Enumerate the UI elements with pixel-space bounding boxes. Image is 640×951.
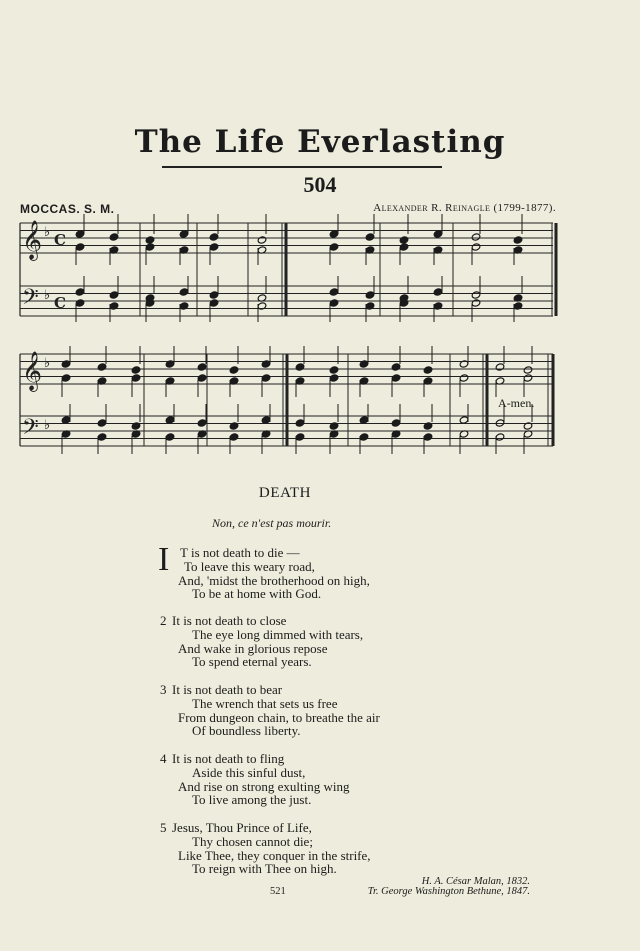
- treble-clef: 𝄞: [22, 351, 43, 391]
- stanza-number: 5: [160, 820, 167, 835]
- section-title: The Life Everlasting: [134, 124, 506, 160]
- note-head: [391, 374, 401, 382]
- key-flat: ♭: [44, 418, 51, 433]
- stanza-line: And wake in glorious repose: [178, 640, 328, 656]
- note-head: [471, 291, 481, 299]
- key-flat: ♭: [44, 356, 51, 371]
- note-head: [329, 366, 339, 374]
- stanza-line: To spend eternal years.: [192, 654, 312, 670]
- time-signature: C: [54, 294, 66, 312]
- note-head: [179, 288, 189, 296]
- note-head: [523, 366, 533, 374]
- bass-clef: 𝄢: [22, 415, 39, 445]
- note-head: [459, 374, 469, 382]
- note-head: [433, 230, 443, 238]
- note-head: [75, 230, 85, 238]
- note-head: [197, 419, 207, 427]
- stanza-line: Aside this sinful dust,: [192, 764, 306, 780]
- note-head: [229, 366, 239, 374]
- note-head: [471, 299, 481, 307]
- note-head: [97, 363, 107, 371]
- stanza-line: And, 'midst the brotherhood on high,: [178, 572, 370, 588]
- stanza-line: To live among the just.: [192, 792, 312, 808]
- note-head: [109, 233, 119, 241]
- note-head: [145, 243, 155, 251]
- note-head: [523, 374, 533, 382]
- note-head: [295, 419, 305, 427]
- stanza-line: To be at home with God.: [192, 586, 322, 602]
- note-head: [433, 288, 443, 296]
- stanza-2: [160, 614, 363, 669]
- note-head: [295, 363, 305, 371]
- note-head: [75, 243, 85, 251]
- note-head: [209, 291, 219, 299]
- note-head: [75, 299, 85, 307]
- note-head: [229, 433, 239, 441]
- stanza-line: To leave this weary road,: [184, 558, 315, 574]
- key-flat: ♭: [44, 288, 51, 303]
- note-head: [329, 288, 339, 296]
- note-head: [495, 363, 505, 371]
- note-head: [131, 366, 141, 374]
- note-head: [97, 419, 107, 427]
- stanza-line: The wrench that sets us free: [192, 695, 338, 711]
- note-head: [295, 433, 305, 441]
- bass-clef: 𝄢: [22, 285, 39, 315]
- note-head: [109, 291, 119, 299]
- page-number: 521: [270, 886, 286, 897]
- stanza-line: T is not death to die —: [180, 545, 300, 560]
- hymn-number: 504: [303, 172, 337, 197]
- note-head: [261, 416, 271, 424]
- note-head: [209, 233, 219, 241]
- stanza-line: And rise on strong exulting wing: [178, 778, 350, 794]
- note-head: [399, 236, 409, 244]
- note-head: [257, 236, 267, 244]
- stanza-line: Thy chosen cannot die;: [192, 833, 313, 849]
- note-head: [61, 374, 71, 382]
- note-head: [197, 374, 207, 382]
- stanza-3: [160, 683, 380, 738]
- stanza-line: It is not death to bear: [172, 682, 283, 697]
- note-head: [423, 366, 433, 374]
- poem-subtitle: Non, ce n'est pas mourir.: [212, 516, 332, 530]
- stanza-line: Of boundless liberty.: [192, 723, 301, 739]
- note-head: [329, 230, 339, 238]
- tune-name: MOCCAS. S. M.: [20, 202, 115, 216]
- note-head: [495, 433, 505, 441]
- note-head: [399, 243, 409, 251]
- amen-label: A-men.: [498, 396, 535, 410]
- note-head: [329, 299, 339, 307]
- note-head: [329, 243, 339, 251]
- note-head: [75, 288, 85, 296]
- note-head: [61, 416, 71, 424]
- note-head: [423, 433, 433, 441]
- stanza-line: Like Thee, they conquer in the strife,: [178, 847, 371, 863]
- stanza-line: It is not death to fling: [172, 751, 285, 766]
- author-credit: H. A. César Malan, 1832.: [421, 876, 530, 887]
- note-head: [471, 233, 481, 241]
- stanza-line: To reign with Thee on high.: [192, 861, 337, 877]
- stanza-number: 2: [160, 613, 167, 628]
- key-flat: ♭: [44, 225, 51, 240]
- note-head: [165, 416, 175, 424]
- note-head: [145, 236, 155, 244]
- note-head: [359, 433, 369, 441]
- note-head: [209, 243, 219, 251]
- stanza-5: [160, 821, 371, 876]
- note-head: [391, 419, 401, 427]
- note-head: [329, 374, 339, 382]
- stanza-line: The eye long dimmed with tears,: [192, 626, 364, 642]
- note-head: [359, 416, 369, 424]
- composer-credit: Alexander R. Reinagle (1799-1877).: [373, 202, 556, 214]
- note-head: [391, 363, 401, 371]
- note-head: [513, 236, 523, 244]
- note-head: [209, 299, 219, 307]
- time-signature: C: [54, 231, 66, 249]
- stanza-line: From dungeon chain, to breathe the air: [178, 709, 380, 725]
- note-head: [459, 416, 469, 424]
- stanza-1: [158, 541, 370, 602]
- note-head: [495, 419, 505, 427]
- stanza-number: 3: [160, 682, 167, 697]
- stanza-4: [160, 752, 350, 807]
- translator-credit: Tr. George Washington Bethune, 1847.: [367, 886, 530, 897]
- note-head: [165, 433, 175, 441]
- note-head: [131, 374, 141, 382]
- note-head: [197, 363, 207, 371]
- stanza-line: Jesus, Thou Prince of Life,: [172, 820, 312, 835]
- drop-cap: I: [158, 541, 170, 578]
- note-head: [365, 291, 375, 299]
- stanza-number: 4: [160, 751, 167, 766]
- poem-title: DEATH: [258, 485, 312, 501]
- stanza-line: It is not death to close: [172, 613, 287, 628]
- treble-clef: 𝄞: [22, 220, 43, 260]
- note-head: [179, 230, 189, 238]
- note-head: [261, 374, 271, 382]
- note-head: [471, 243, 481, 251]
- note-head: [97, 433, 107, 441]
- note-head: [365, 233, 375, 241]
